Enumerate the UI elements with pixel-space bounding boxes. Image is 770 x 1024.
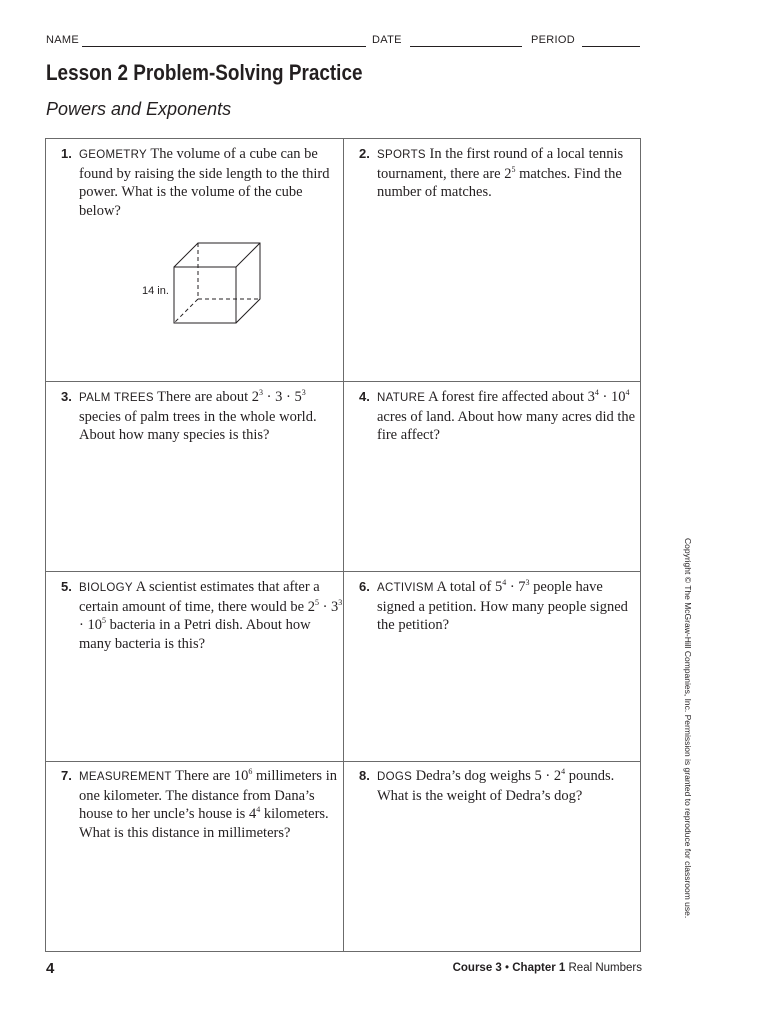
problem-category: MEASUREMENT (79, 771, 172, 783)
footer-course: Course 3 (452, 962, 502, 974)
problem-7 (61, 767, 343, 842)
page-number: 4 (46, 960, 55, 977)
footer-chapter: Chapter 1 (512, 962, 566, 974)
problem-number: 8. (359, 768, 370, 783)
problem-text: A total of $5^4 \cdot 7^3$ people have signed a petition. How many people signed the petition? (377, 578, 628, 633)
problem-number: 4. (359, 389, 370, 404)
problem-text: There are about $2^3 \cdot 3 \cdot 5^3$ species of palm trees in the whole world. About how many species is this? (79, 388, 317, 443)
problem-number: 6. (359, 579, 370, 594)
problem-5 (61, 578, 343, 653)
problem-2 (359, 145, 641, 202)
problem-category: NATURE (377, 392, 426, 404)
page-title: Lesson 2 Problem-Solving Practice (46, 60, 363, 85)
date-line (410, 46, 522, 47)
problem-number: 1. (61, 146, 72, 161)
grid-divider-row-3 (46, 761, 640, 762)
problem-category: BIOLOGY (79, 582, 133, 594)
problem-text: There are $10^6$ millimeters in one kilometer. The distance from Dana’s house to her uncle’s house is $4^4$ kilometers. What is this distance in millimeters? (79, 767, 337, 841)
problem-number: 2. (359, 146, 370, 161)
problem-category: GEOMETRY (79, 149, 148, 161)
problem-6 (359, 578, 641, 635)
period-line (582, 46, 640, 47)
copyright-notice: Copyright © The McGraw-Hill Companies, Inc. Permission is granted to reproduce for classroom use. (683, 538, 693, 919)
problem-text: A scientist estimates that after a certain amount of time, there would be $2^5 \cdot 3^3 \cdot 10^5$ bacteria in a Petri dish. About how many bacteria is this? (79, 579, 343, 652)
grid-divider-row-1 (46, 381, 640, 382)
grid-divider-vertical (343, 139, 344, 951)
problem-number: 5. (61, 579, 72, 594)
cube-figure (161, 239, 273, 329)
problem-number: 3. (61, 389, 72, 404)
period-label: PERIOD (531, 34, 575, 46)
problem-category: ACTIVISM (377, 582, 434, 594)
name-line (82, 46, 366, 47)
grid-divider-row-2 (46, 571, 640, 572)
problem-text: A forest fire affected about $3^4 \cdot 10^4$ acres of land. About how many acres did the fire affect? (377, 388, 636, 443)
problem-number: 7. (61, 768, 72, 783)
problem-1 (61, 145, 343, 220)
page-subtitle: Powers and Exponents (46, 99, 232, 119)
problem-category: PALM TREES (79, 392, 154, 404)
problem-4 (359, 388, 641, 445)
problem-text: Dedra’s dog weighs $5 \cdot 2^4$ pounds. What is the weight of Dedra’s dog? (377, 767, 615, 804)
date-label: DATE (372, 34, 402, 46)
footer-separator: • (505, 962, 510, 974)
cube-side-label: 14 in. (142, 285, 169, 297)
problem-8 (359, 767, 641, 805)
name-label: NAME (46, 34, 79, 46)
problem-text: In the first round of a local tennis tournament, there are $2^5$ matches. Find the number of matches. (377, 146, 624, 200)
problem-category: SPORTS (377, 149, 426, 161)
footer-course-info (453, 962, 642, 974)
footer-chapter-title: Real Numbers (568, 962, 642, 974)
problem-category: DOGS (377, 771, 413, 783)
problem-text: The volume of a cube can be found by raising the side length to the third power. What is the volume of the cube below? (79, 146, 330, 219)
problem-3 (61, 388, 343, 445)
